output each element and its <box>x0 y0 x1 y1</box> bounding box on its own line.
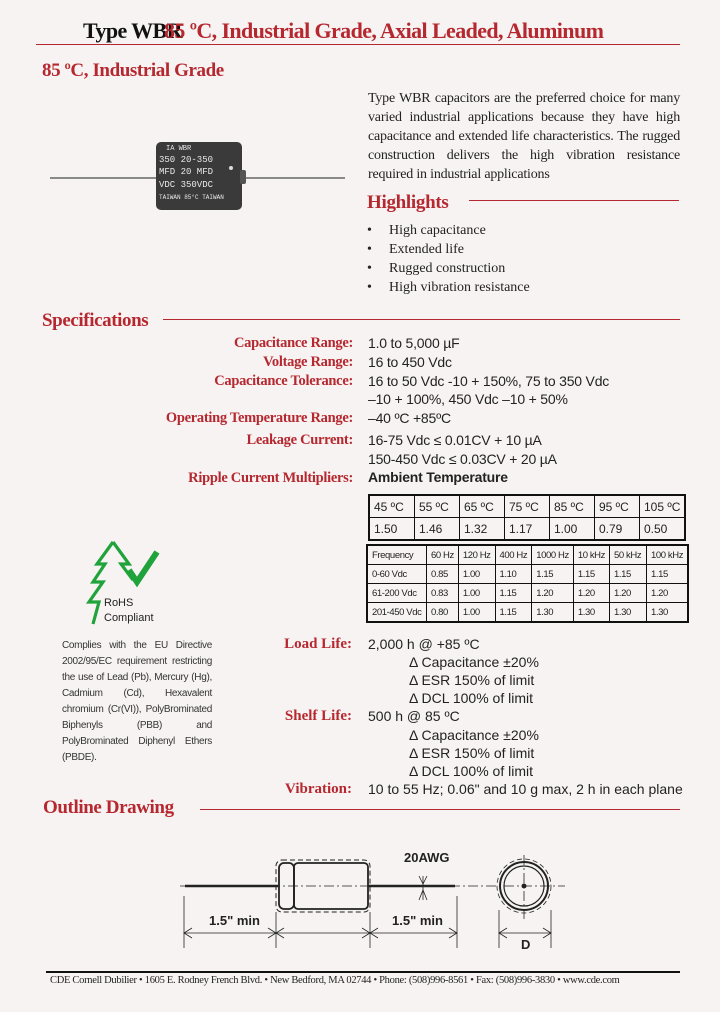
vibration-label: Vibration: <box>285 781 352 797</box>
list-item: • Extended life <box>367 242 465 257</box>
spec-label-leakage-current: Leakage Current: <box>246 432 353 448</box>
list-item: • Rugged construction <box>367 261 506 276</box>
spec-label-operating-temperature: Operating Temperature Range: <box>165 410 353 426</box>
highlights-list <box>367 221 530 297</box>
spec-value-leakage-current: 16-75 Vdc ≤ 0.01CV + 10 µA <box>368 432 542 448</box>
list-item: • High capacitance <box>367 223 486 238</box>
rohs-label: RoHS <box>104 597 134 609</box>
load-life-delta-esr: Δ ESR 150% of limit <box>409 672 535 688</box>
load-life-label: Load Life: <box>284 636 352 652</box>
shelf-life-label: Shelf Life: <box>284 708 352 724</box>
wire-gauge-label: 20AWG <box>404 850 450 865</box>
shelf-life-delta-dcl: Δ DCL 100% of limit <box>409 763 533 779</box>
specifications-rule <box>163 319 680 320</box>
table-row: Frequency 60 Hz 120 Hz 400 Hz 1000 Hz 10 kHz 50 kHz 100 kHz <box>367 545 688 565</box>
load-life-delta-capacitance: Δ Capacitance ±20% <box>409 654 539 670</box>
spec-value-capacitance-tolerance-2: –10 + 100%, 450 Vdc –10 + 50% <box>368 391 568 407</box>
footer-rule <box>46 971 680 973</box>
table-row: 1.50 1.46 1.32 1.17 1.00 0.79 0.50 <box>369 518 685 541</box>
highlights-rule <box>469 200 679 201</box>
vibration-value: 10 to 55 Hz; 0.06" and 10 g max, 2 h in each plane <box>368 781 683 797</box>
svg-text:IA WBR: IA WBR <box>166 145 192 153</box>
right-lead-length-label: 1.5" min <box>392 913 443 928</box>
frequency-multiplier-table <box>366 544 689 623</box>
svg-text:350 20-350: 350 20-350 <box>159 155 214 165</box>
table-row: 0-60 Vdc 0.85 1.00 1.10 1.15 1.15 1.15 1.15 <box>367 565 688 584</box>
bullet-icon: • <box>367 261 372 276</box>
spec-label-ripple-current: Ripple Current Multipliers: <box>188 470 353 486</box>
highlights-heading: Highlights <box>367 192 449 213</box>
table-row: 61-200 Vdc 0.83 1.00 1.15 1.20 1.20 1.20 1.20 <box>367 584 688 603</box>
product-type: Type WBR <box>83 18 182 43</box>
outline-drawing-heading: Outline Drawing <box>43 797 174 818</box>
left-lead-length-label: 1.5" min <box>209 913 260 928</box>
spec-value-voltage-range: 16 to 450 Vdc <box>368 354 452 370</box>
spec-value-operating-temperature: –40 ºC +85ºC <box>368 410 451 426</box>
rohs-compliant-label: Compliant <box>104 612 154 624</box>
table-row: 45 ºC 55 ºC 65 ºC 75 ºC 85 ºC 95 ºC 105 ºC <box>369 495 685 518</box>
page-title: 85 ºC, Industrial Grade, Axial Leaded, Aluminum <box>164 18 604 43</box>
load-life-value: 2,000 h @ +85 ºC <box>368 636 480 652</box>
temperature-multiplier-table <box>368 494 686 541</box>
shelf-life-delta-esr: Δ ESR 150% of limit <box>409 745 535 761</box>
outline-drawing-rule <box>200 809 680 810</box>
spec-label-capacitance-range: Capacitance Range: <box>233 335 353 351</box>
svg-text:TAIWAN 85°C TAIWAN: TAIWAN 85°C TAIWAN <box>159 194 224 201</box>
svg-text:MFD 20 MFD: MFD 20 MFD <box>159 167 214 177</box>
spec-label-voltage-range: Voltage Range: <box>263 354 353 370</box>
capacitor-photo <box>50 140 345 210</box>
bullet-icon: • <box>367 242 372 257</box>
outline-drawing <box>170 820 570 955</box>
spec-value-capacitance-range: 1.0 to 5,000 µF <box>368 335 460 351</box>
specifications-heading: Specifications <box>42 310 149 331</box>
diameter-label: D <box>521 937 531 952</box>
svg-text:VDC 350VDC: VDC 350VDC <box>159 180 214 190</box>
shelf-life-value: 500 h @ 85 ºC <box>368 708 460 724</box>
page-subtitle: 85 ºC, Industrial Grade <box>42 60 224 81</box>
shelf-life-delta-capacitance: Δ Capacitance ±20% <box>409 727 539 743</box>
bullet-icon: • <box>367 223 372 238</box>
load-life-delta-dcl: Δ DCL 100% of limit <box>409 690 533 706</box>
rohs-compliance-note: Complies with the EU Directive 2002/95/EC requirement restricting the use of Lead (Pb), Mercury (Hg), Cadmium (Cd), Hexavalent chromium (Cr(VI)), PolyBrominated Biphenyls (PBB) and PolyBrominated Diphenyl Ethers (PBDE). <box>62 640 212 763</box>
table-row: 201-450 Vdc 0.80 1.00 1.15 1.30 1.30 1.30 1.30 <box>367 603 688 623</box>
spec-label-capacitance-tolerance: Capacitance Tolerance: <box>214 373 353 389</box>
bullet-icon: • <box>367 280 372 295</box>
list-item: • High vibration resistance <box>367 280 530 295</box>
spec-value-ambient-temperature: Ambient Temperature <box>368 469 508 485</box>
footer-contact-info: CDE Cornell Dubilier • 1605 E. Rodney French Blvd. • New Bedford, MA 02744 • Phone: (508)996-8561 • Fax: (508)996-3830 • www.cde.com <box>50 975 620 986</box>
spec-value-capacitance-tolerance: 16 to 50 Vdc -10 + 150%, 75 to 350 Vdc <box>368 373 610 389</box>
intro-paragraph: Type WBR capacitors are the preferred choice for many varied industrial applications because they have high capacitance and extended life characteristics. The rugged construction delivers the high vibration resistance required in industrial applications <box>368 91 680 182</box>
spec-value-leakage-current-2: 150-450 Vdc ≤ 0.03CV + 20 µA <box>368 451 557 467</box>
